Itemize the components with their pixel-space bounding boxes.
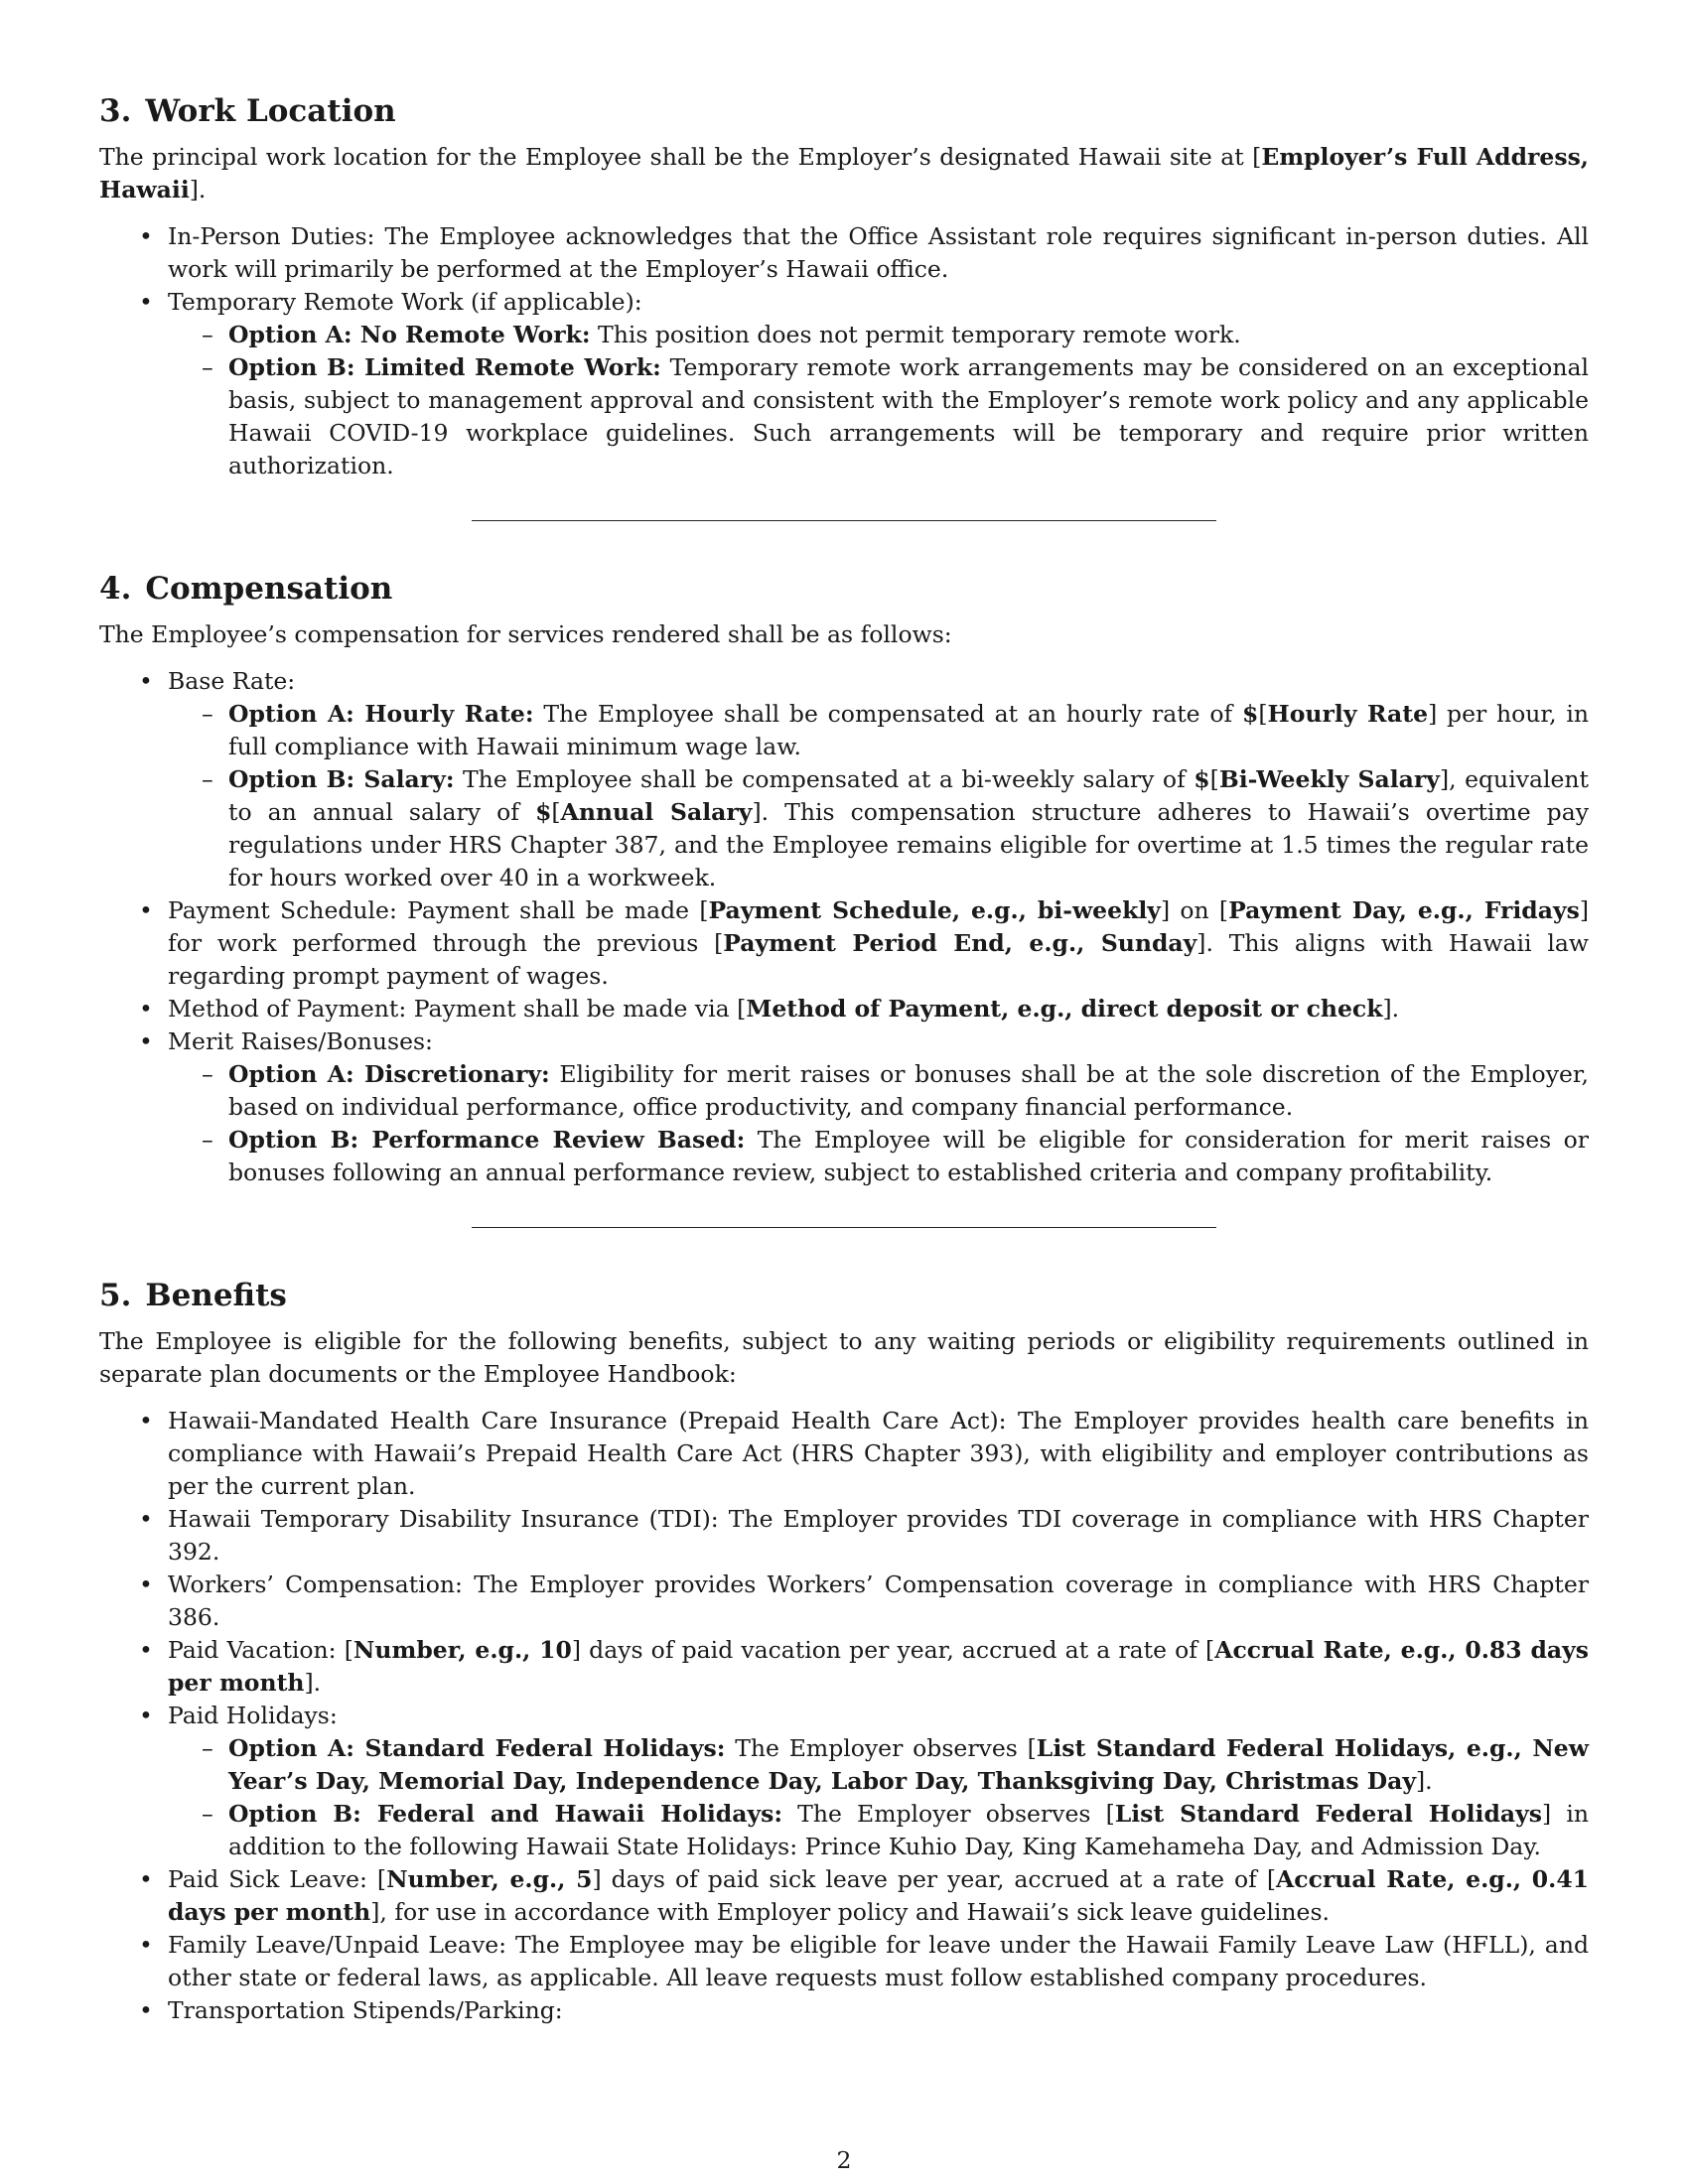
section-heading: 5. Benefits: [99, 1278, 287, 1313]
section-compensation: [99, 569, 1589, 1189]
section-intro: The Employee is eligible for the following benefits, subject to any waiting periods or eligibility requirements outlined in separate plan documents or the Employee Handbook:: [99, 1327, 1589, 1388]
bullet-list: [99, 1405, 1589, 2027]
bullet-list: [99, 220, 1589, 482]
list-item: • Temporary Remote Work (if applicable): – Option A: No Remote Work: This position does not permit temporary remote work. – Option B: Limited Remote Work: Temporary remote work arrangements may be considered on an exceptional basis, subject to management approval and consistent with the Employer’s remote work policy and any applicable Hawaii COVID-19 workplace guidelines. Such arrangements will be temporary and require prior written authorization.: [99, 286, 1589, 482]
list-item: • Transportation Stipends/Parking:: [139, 1996, 563, 2024]
sub-list-item: – Option A: Hourly Rate: The Employee shall be compensated at an hourly rate of $[Hourly Rate] per hour, in full compliance with Hawaii minimum wage law.: [202, 700, 1589, 760]
list-item: • Paid Vacation: [Number, e.g., 10] days of paid vacation per year, accrued at a rate of [Accrual Rate, e.g., 0.83 days per month].: [139, 1636, 1590, 1697]
section-work-location: [99, 91, 1589, 482]
sub-list: [168, 1732, 1589, 1863]
sub-list-item: – Option B: Salary: The Employee shall be compensated at a bi-weekly salary of $[Bi-Weekly Salary], equivalent to an annual salary of $[Annual Salary]. This compensation structure adheres to Hawaii’s overtime pay regulations under HRS Chapter 387, and the Employee remains eligible for overtime at 1.5 times the regular rate for hours worked over 40 in a workweek.: [202, 765, 1590, 891]
sub-list-item: – Option B: Performance Review Based: The Employee will be eligible for consideration for merit raises or bonuses following an annual performance review, subject to established criteria and company profitability.: [202, 1126, 1589, 1186]
section-benefits: [99, 1276, 1589, 2027]
list-item: • Merit Raises/Bonuses: – Option A: Discretionary: Eligibility for merit raises or bonuses shall be at the sole discretion of the Employer, based on individual performance, office productivity, and company financial performance. – Option B: Performance Review Based: The Employee will be eligible for consideration for merit raises or bonuses following an annual performance review, subject to established criteria and company profitability.: [99, 1025, 1589, 1189]
list-item: • Hawaii-Mandated Health Care Insurance (Prepaid Health Care Act): The Employer provides health care benefits in compliance with Hawaii’s Prepaid Health Care Act (HRS Chapter 393), with eligibility and employer contributions as per the current plan.: [139, 1407, 1590, 1500]
section-divider: [472, 520, 1216, 521]
list-item: • Payment Schedule: Payment shall be made [Payment Schedule, e.g., bi-weekly] on [Payment Day, e.g., Fridays] for work performed through the previous [Payment Period End, e.g., Sunday]. This aligns with Hawaii law regarding prompt payment of wages.: [139, 896, 1590, 990]
section-divider: [472, 1227, 1216, 1228]
list-item: • Method of Payment: Payment shall be made via [Method of Payment, e.g., direct deposit or check].: [139, 995, 1400, 1023]
sub-list: [168, 319, 1589, 482]
section-heading: 4. Compensation: [99, 571, 393, 607]
sub-list-item: – Option B: Limited Remote Work: Temporary remote work arrangements may be considered on an exceptional basis, subject to management approval and consistent with the Employer’s remote work policy and any applicable Hawaii COVID-19 workplace guidelines. Such arrangements will be temporary and require prior written authorization.: [202, 353, 1589, 479]
sub-list-item: – Option A: Standard Federal Holidays: The Employer observes [List Standard Federal Holidays, e.g., New Year’s Day, Memorial Day, Independence Day, Labor Day, Thanksgiving Day, Christmas Day].: [202, 1734, 1589, 1795]
section-intro: The Employee’s compensation for services rendered shall be as follows:: [99, 620, 952, 648]
sub-list-item: – Option B: Federal and Hawaii Holidays: The Employer observes [List Standard Federal Holidays] in addition to the following Hawaii State Holidays: Prince Kuhio Day, King Kamehameha Day, and Admission Day.: [202, 1800, 1590, 1860]
list-item: • Hawaii Temporary Disability Insurance (TDI): The Employer provides TDI coverage in compliance with HRS Chapter 392.: [139, 1505, 1589, 1566]
sub-list-item: – Option A: No Remote Work: This position does not permit temporary remote work.: [202, 321, 1241, 348]
sub-list: [168, 1058, 1589, 1189]
sub-list-item: – Option A: Discretionary: Eligibility for merit raises or bonuses shall be at the sole discretion of the Employer, based on individual performance, office productivity, and company financial performance.: [202, 1060, 1590, 1121]
list-item: • Paid Sick Leave: [Number, e.g., 5] days of paid sick leave per year, accrued at a rate of [Accrual Rate, e.g., 0.41 days per month], for use in accordance with Employer policy and Hawaii’s sick leave guidelines.: [139, 1865, 1590, 1926]
document-page: [99, 91, 1589, 2027]
bullet-list: [99, 665, 1589, 1189]
list-item: • Family Leave/Unpaid Leave: The Employee may be eligible for leave under the Hawaii Family Leave Law (HFLL), and other state or federal laws, as applicable. All leave requests must follow established company procedures.: [139, 1931, 1589, 1991]
sub-list: [168, 698, 1589, 894]
list-item: • Base Rate: – Option A: Hourly Rate: The Employee shall be compensated at an hourly rate of $[Hourly Rate] per hour, in full compliance with Hawaii minimum wage law. – Option B: Salary: The Employee shall be compensated at a bi-weekly salary of $[Bi-Weekly Salary], equivalent to an annual salary of $[Annual Salary]. This compensation structure adheres to Hawaii’s overtime pay regulations under HRS Chapter 387, and the Employee remains eligible for overtime at 1.5 times the regular rate for hours worked over 40 in a workweek.: [99, 665, 1589, 894]
list-item: • Workers’ Compensation: The Employer provides Workers’ Compensation coverage in compliance with HRS Chapter 386.: [139, 1570, 1589, 1631]
section-intro: The principal work location for the Employee shall be the Employer’s designated Hawaii site at [Employer’s Full Address, Hawaii].: [99, 143, 1589, 204]
page-number: 2: [836, 2146, 852, 2174]
section-heading: 3. Work Location: [99, 93, 396, 129]
list-item: • In-Person Duties: The Employee acknowledges that the Office Assistant role requires significant in-person duties. All work will primarily be performed at the Employer’s Hawaii office.: [139, 222, 1590, 283]
list-item: • Paid Holidays: – Option A: Standard Federal Holidays: The Employer observes [List Standard Federal Holidays, e.g., New Year’s Day, Memorial Day, Independence Day, Labor Day, Thanksgiving Day, Christmas Day]. – Option B: Federal and Hawaii Holidays: The Employer observes [List Standard Federal Holidays] in addition to the following Hawaii State Holidays: Prince Kuhio Day, King Kamehameha Day, and Admission Day.: [99, 1700, 1589, 1863]
